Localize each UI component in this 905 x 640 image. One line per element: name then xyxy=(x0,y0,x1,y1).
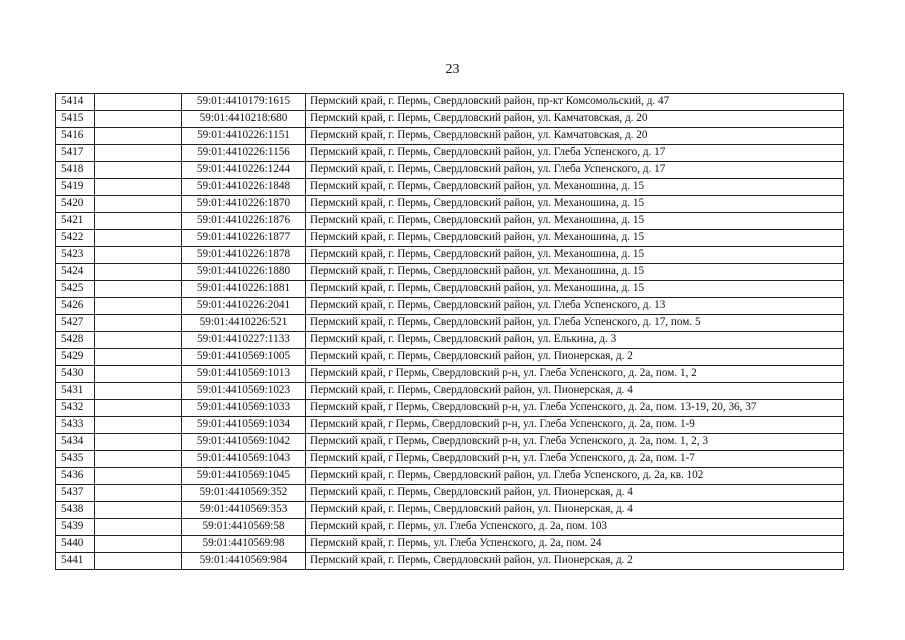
table-row xyxy=(56,230,844,247)
empty-cell xyxy=(95,519,182,536)
cadastral-number: 59:01:4410226:1877 xyxy=(182,230,306,247)
empty-cell xyxy=(95,196,182,213)
table-row xyxy=(56,366,844,383)
row-number: 5425 xyxy=(56,281,95,298)
empty-cell xyxy=(95,417,182,434)
table-row xyxy=(56,383,844,400)
empty-cell xyxy=(95,400,182,417)
cadastral-number: 59:01:4410569:1042 xyxy=(182,434,306,451)
address: Пермский край, г. Пермь, Свердловский район, ул. Механошина, д. 15 xyxy=(306,264,844,281)
cadastral-number: 59:01:4410227:1133 xyxy=(182,332,306,349)
address: Пермский край, г. Пермь, Свердловский район, ул. Глеба Успенского, д. 13 xyxy=(306,298,844,315)
cadastral-number: 59:01:4410569:1005 xyxy=(182,349,306,366)
address: Пермский край, г Пермь, Свердловский р-н, ул. Глеба Успенского, д. 2а, пом. 13-19, 20, 36, 37 xyxy=(306,400,844,417)
address: Пермский край, г. Пермь, Свердловский район, ул. Пионерская, д. 2 xyxy=(306,553,844,570)
table-row xyxy=(56,247,844,264)
page-number: 23 xyxy=(445,62,460,77)
cadastral-number: 59:01:4410226:1876 xyxy=(182,213,306,230)
cadastral-number: 59:01:4410226:1244 xyxy=(182,162,306,179)
address: Пермский край, г. Пермь, Свердловский район, ул. Механошина, д. 15 xyxy=(306,196,844,213)
table-row xyxy=(56,315,844,332)
empty-cell xyxy=(95,94,182,111)
empty-cell xyxy=(95,213,182,230)
address: Пермский край, г. Пермь, Свердловский район, ул. Механошина, д. 15 xyxy=(306,230,844,247)
cadastral-number: 59:01:4410569:98 xyxy=(182,536,306,553)
cadastral-number: 59:01:4410226:1848 xyxy=(182,179,306,196)
address: Пермский край, г. Пермь, Свердловский район, ул. Глеба Успенского, д. 2а, кв. 102 xyxy=(306,468,844,485)
cadastral-number: 59:01:4410226:2041 xyxy=(182,298,306,315)
table-row xyxy=(56,332,844,349)
address: Пермский край, г. Пермь, Свердловский район, ул. Механошина, д. 15 xyxy=(306,213,844,230)
empty-cell xyxy=(95,536,182,553)
address: Пермский край, г. Пермь, Свердловский район, ул. Механошина, д. 15 xyxy=(306,281,844,298)
row-number: 5439 xyxy=(56,519,95,536)
address: Пермский край, г. Пермь, Свердловский район, ул. Механошина, д. 15 xyxy=(306,179,844,196)
cadastral-number: 59:01:4410179:1615 xyxy=(182,94,306,111)
row-number: 5419 xyxy=(56,179,95,196)
row-number: 5423 xyxy=(56,247,95,264)
empty-cell xyxy=(95,298,182,315)
table-row xyxy=(56,451,844,468)
address: Пермский край, г. Пермь, Свердловский район, ул. Глеба Успенского, д. 17 xyxy=(306,145,844,162)
row-number: 5417 xyxy=(56,145,95,162)
empty-cell xyxy=(95,281,182,298)
cadastral-number: 59:01:4410569:1045 xyxy=(182,468,306,485)
table-body xyxy=(56,94,844,570)
cadastral-number: 59:01:4410569:58 xyxy=(182,519,306,536)
table-row xyxy=(56,298,844,315)
row-number: 5430 xyxy=(56,366,95,383)
row-number: 5429 xyxy=(56,349,95,366)
empty-cell xyxy=(95,349,182,366)
empty-cell xyxy=(95,230,182,247)
address: Пермский край, г. Пермь, Свердловский район, ул. Механошина, д. 15 xyxy=(306,247,844,264)
row-number: 5415 xyxy=(56,111,95,128)
cadastral-number: 59:01:4410569:1023 xyxy=(182,383,306,400)
cadastral-number: 59:01:4410226:1870 xyxy=(182,196,306,213)
address: Пермский край, г Пермь, Свердловский р-н, ул. Глеба Успенского, д. 2а, пом. 1-9 xyxy=(306,417,844,434)
cadastral-number: 59:01:4410569:352 xyxy=(182,485,306,502)
row-number: 5432 xyxy=(56,400,95,417)
row-number: 5438 xyxy=(56,502,95,519)
address: Пермский край, г. Пермь, Свердловский район, ул. Пионерская, д. 4 xyxy=(306,502,844,519)
address: Пермский край, г. Пермь, Свердловский район, ул. Пионерская, д. 4 xyxy=(306,383,844,400)
empty-cell xyxy=(95,111,182,128)
empty-cell xyxy=(95,485,182,502)
empty-cell xyxy=(95,179,182,196)
table-row xyxy=(56,400,844,417)
table-row xyxy=(56,145,844,162)
row-number: 5437 xyxy=(56,485,95,502)
cadastral-number: 59:01:4410569:984 xyxy=(182,553,306,570)
address: Пермский край, г. Пермь, Свердловский район, ул. Камчатовская, д. 20 xyxy=(306,111,844,128)
table-row xyxy=(56,281,844,298)
empty-cell xyxy=(95,128,182,145)
table-row xyxy=(56,264,844,281)
empty-cell xyxy=(95,264,182,281)
table-row xyxy=(56,553,844,570)
empty-cell xyxy=(95,434,182,451)
row-number: 5440 xyxy=(56,536,95,553)
row-number: 5416 xyxy=(56,128,95,145)
cadastral-number: 59:01:4410569:1033 xyxy=(182,400,306,417)
cadastral-number: 59:01:4410218:680 xyxy=(182,111,306,128)
table-row xyxy=(56,502,844,519)
row-number: 5435 xyxy=(56,451,95,468)
empty-cell xyxy=(95,145,182,162)
address: Пермский край, г. Пермь, Свердловский район, ул. Пионерская, д. 4 xyxy=(306,485,844,502)
table-row xyxy=(56,94,844,111)
table-row xyxy=(56,468,844,485)
cadastral-number: 59:01:4410569:353 xyxy=(182,502,306,519)
cadastral-number: 59:01:4410226:1881 xyxy=(182,281,306,298)
empty-cell xyxy=(95,247,182,264)
row-number: 5421 xyxy=(56,213,95,230)
table-row xyxy=(56,213,844,230)
table-row xyxy=(56,128,844,145)
empty-cell xyxy=(95,553,182,570)
table-row xyxy=(56,417,844,434)
address: Пермский край, г. Пермь, Свердловский район, ул. Камчатовская, д. 20 xyxy=(306,128,844,145)
address: Пермский край, г. Пермь, Свердловский район, ул. Глеба Успенского, д. 17 xyxy=(306,162,844,179)
address: Пермский край, г. Пермь, Свердловский район, ул. Елькина, д. 3 xyxy=(306,332,844,349)
address: Пермский край, г. Пермь, Свердловский район, ул. Глеба Успенского, д. 17, пом. 5 xyxy=(306,315,844,332)
row-number: 5426 xyxy=(56,298,95,315)
row-number: 5420 xyxy=(56,196,95,213)
row-number: 5418 xyxy=(56,162,95,179)
cadastral-number: 59:01:4410226:521 xyxy=(182,315,306,332)
empty-cell xyxy=(95,468,182,485)
property-table xyxy=(55,93,844,570)
cadastral-number: 59:01:4410226:1151 xyxy=(182,128,306,145)
cadastral-number: 59:01:4410569:1034 xyxy=(182,417,306,434)
address: Пермский край, г. Пермь, ул. Глеба Успенского, д. 2а, пом. 103 xyxy=(306,519,844,536)
table-row xyxy=(56,519,844,536)
cadastral-number: 59:01:4410226:1156 xyxy=(182,145,306,162)
empty-cell xyxy=(95,332,182,349)
empty-cell xyxy=(95,502,182,519)
empty-cell xyxy=(95,315,182,332)
cadastral-number: 59:01:4410569:1043 xyxy=(182,451,306,468)
address: Пермский край, г Пермь, Свердловский р-н, ул. Глеба Успенского, д. 2а, пом. 1, 2, 3 xyxy=(306,434,844,451)
table-row xyxy=(56,111,844,128)
table-row xyxy=(56,536,844,553)
row-number: 5424 xyxy=(56,264,95,281)
table-row xyxy=(56,434,844,451)
row-number: 5431 xyxy=(56,383,95,400)
empty-cell xyxy=(95,383,182,400)
table-row xyxy=(56,162,844,179)
table-row xyxy=(56,196,844,213)
empty-cell xyxy=(95,162,182,179)
address: Пермский край, г Пермь, Свердловский р-н, ул. Глеба Успенского, д. 2а, пом. 1, 2 xyxy=(306,366,844,383)
row-number: 5427 xyxy=(56,315,95,332)
row-number: 5441 xyxy=(56,553,95,570)
row-number: 5436 xyxy=(56,468,95,485)
empty-cell xyxy=(95,366,182,383)
row-number: 5414 xyxy=(56,94,95,111)
cadastral-number: 59:01:4410226:1878 xyxy=(182,247,306,264)
table-row xyxy=(56,349,844,366)
empty-cell xyxy=(95,451,182,468)
address: Пермский край, г. Пермь, Свердловский район, пр-кт Комсомольский, д. 47 xyxy=(306,94,844,111)
address: Пермский край, г. Пермь, ул. Глеба Успенского, д. 2а, пом. 24 xyxy=(306,536,844,553)
row-number: 5422 xyxy=(56,230,95,247)
row-number: 5433 xyxy=(56,417,95,434)
cadastral-number: 59:01:4410226:1880 xyxy=(182,264,306,281)
row-number: 5434 xyxy=(56,434,95,451)
row-number: 5428 xyxy=(56,332,95,349)
cadastral-number: 59:01:4410569:1013 xyxy=(182,366,306,383)
address: Пермский край, г. Пермь, Свердловский район, ул. Пионерская, д. 2 xyxy=(306,349,844,366)
table-row xyxy=(56,485,844,502)
table-row xyxy=(56,179,844,196)
address: Пермский край, г Пермь, Свердловский р-н, ул. Глеба Успенского, д. 2а, пом. 1-7 xyxy=(306,451,844,468)
